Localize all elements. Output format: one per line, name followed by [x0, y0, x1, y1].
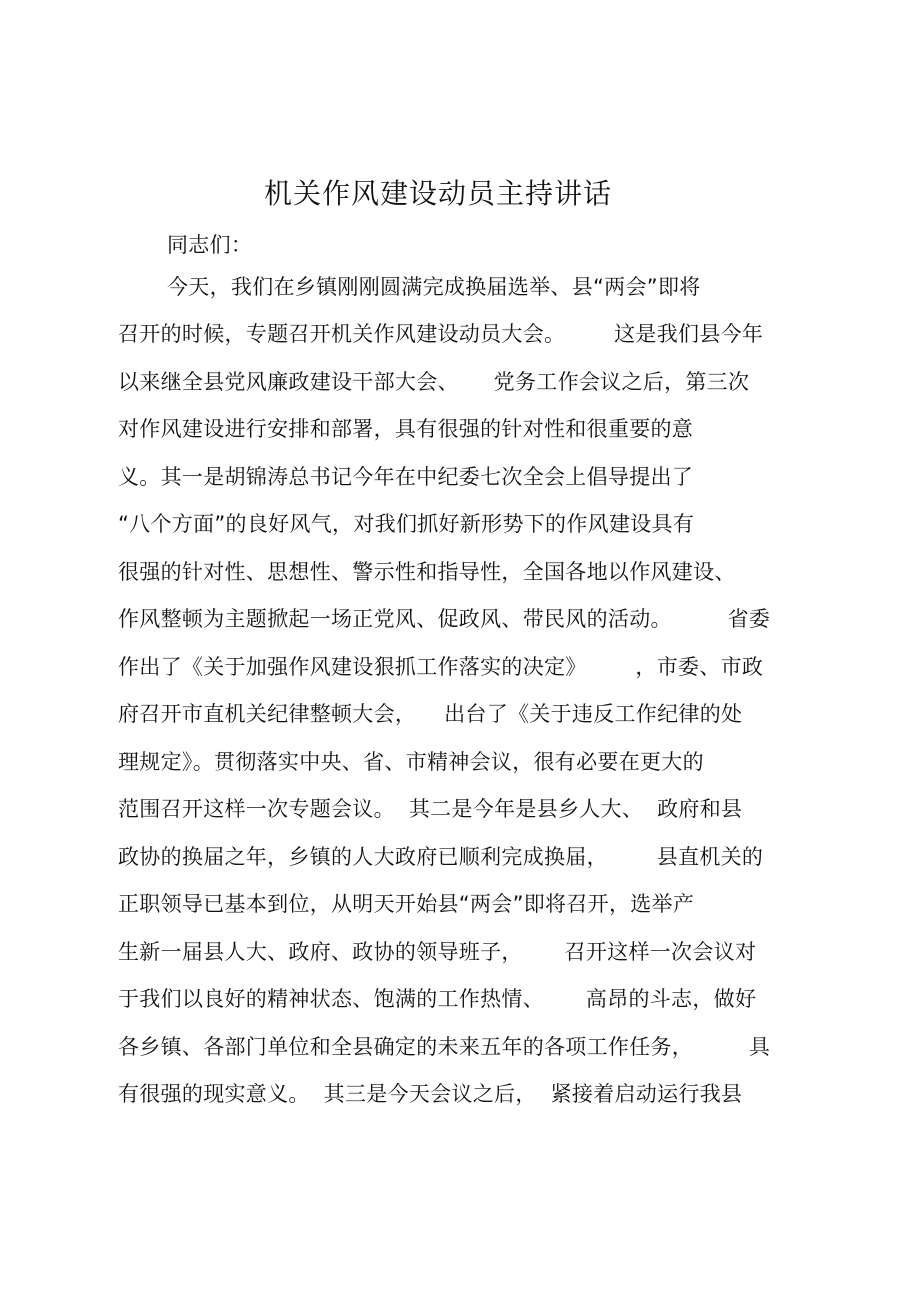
paragraph-line: 范围召开这样一次专题会议。 其二是今年是县乡人大、 政府和县 [118, 797, 743, 821]
paragraph-line: 府召开市直机关纪律整顿大会， 出台了《关于违反工作纪律的处 [118, 702, 743, 726]
paragraph-line: 召开的时候，专题召开机关作风建设动员大会。 这是我们县今年 [118, 322, 764, 346]
paragraph-line: 政协的换届之年，乡镇的人大政府已顺利完成换届， 县直机关的 [118, 845, 764, 869]
paragraph-line: 对作风建设进行安排和部署，具有很强的针对性和很重要的意 [118, 417, 694, 441]
salutation-line: 同志们： [167, 233, 253, 257]
paragraph-line: 正职领导已基本到位，从明天开始县“两会”即将召开，选举产 [118, 892, 695, 916]
paragraph-line: 作出了《关于加强作风建设狠抓工作落实的决定》 ，市委、市政 [118, 655, 764, 679]
paragraph-line: 生新一届县人大、政府、政协的领导班子， 召开这样一次会议对 [118, 940, 757, 964]
paragraph-line: “八个方面”的良好风气，对我们抓好新形势下的作风建设具有 [118, 512, 695, 536]
paragraph-line: 作风整顿为主题掀起一场正党风、促政风、带民风的活动。 省委 [118, 607, 771, 631]
paragraph-line: 很强的针对性、思想性、警示性和指导性，全国各地以作风建设、 [118, 560, 736, 584]
paragraph-line: 有很强的现实意义。 其三是今天会议之后， 紧接着启动运行我县 [118, 1082, 743, 1106]
paragraph-line: 于我们以良好的精神状态、饱满的工作热情、 高昂的斗志，做好 [118, 987, 757, 1011]
paragraph-line: 今天，我们在乡镇刚刚圆满完成换届选举、县“两会”即将 [167, 275, 701, 299]
document-title: 机关作风建设动员主持讲话 [263, 177, 612, 210]
paragraph-line: 以来继全县党风廉政建设干部大会、 党务工作会议之后，第三次 [118, 370, 750, 394]
paragraph-line: 义。其一是胡锦涛总书记今年在中纪委七次全会上倡导提出了 [118, 465, 694, 489]
paragraph-line: 理规定》。贯彻落实中央、省、市精神会议，很有必要在更大的 [118, 750, 704, 774]
paragraph-line: 各乡镇、各部门单位和全县确定的未来五年的各项工作任务， 具 [118, 1035, 771, 1059]
